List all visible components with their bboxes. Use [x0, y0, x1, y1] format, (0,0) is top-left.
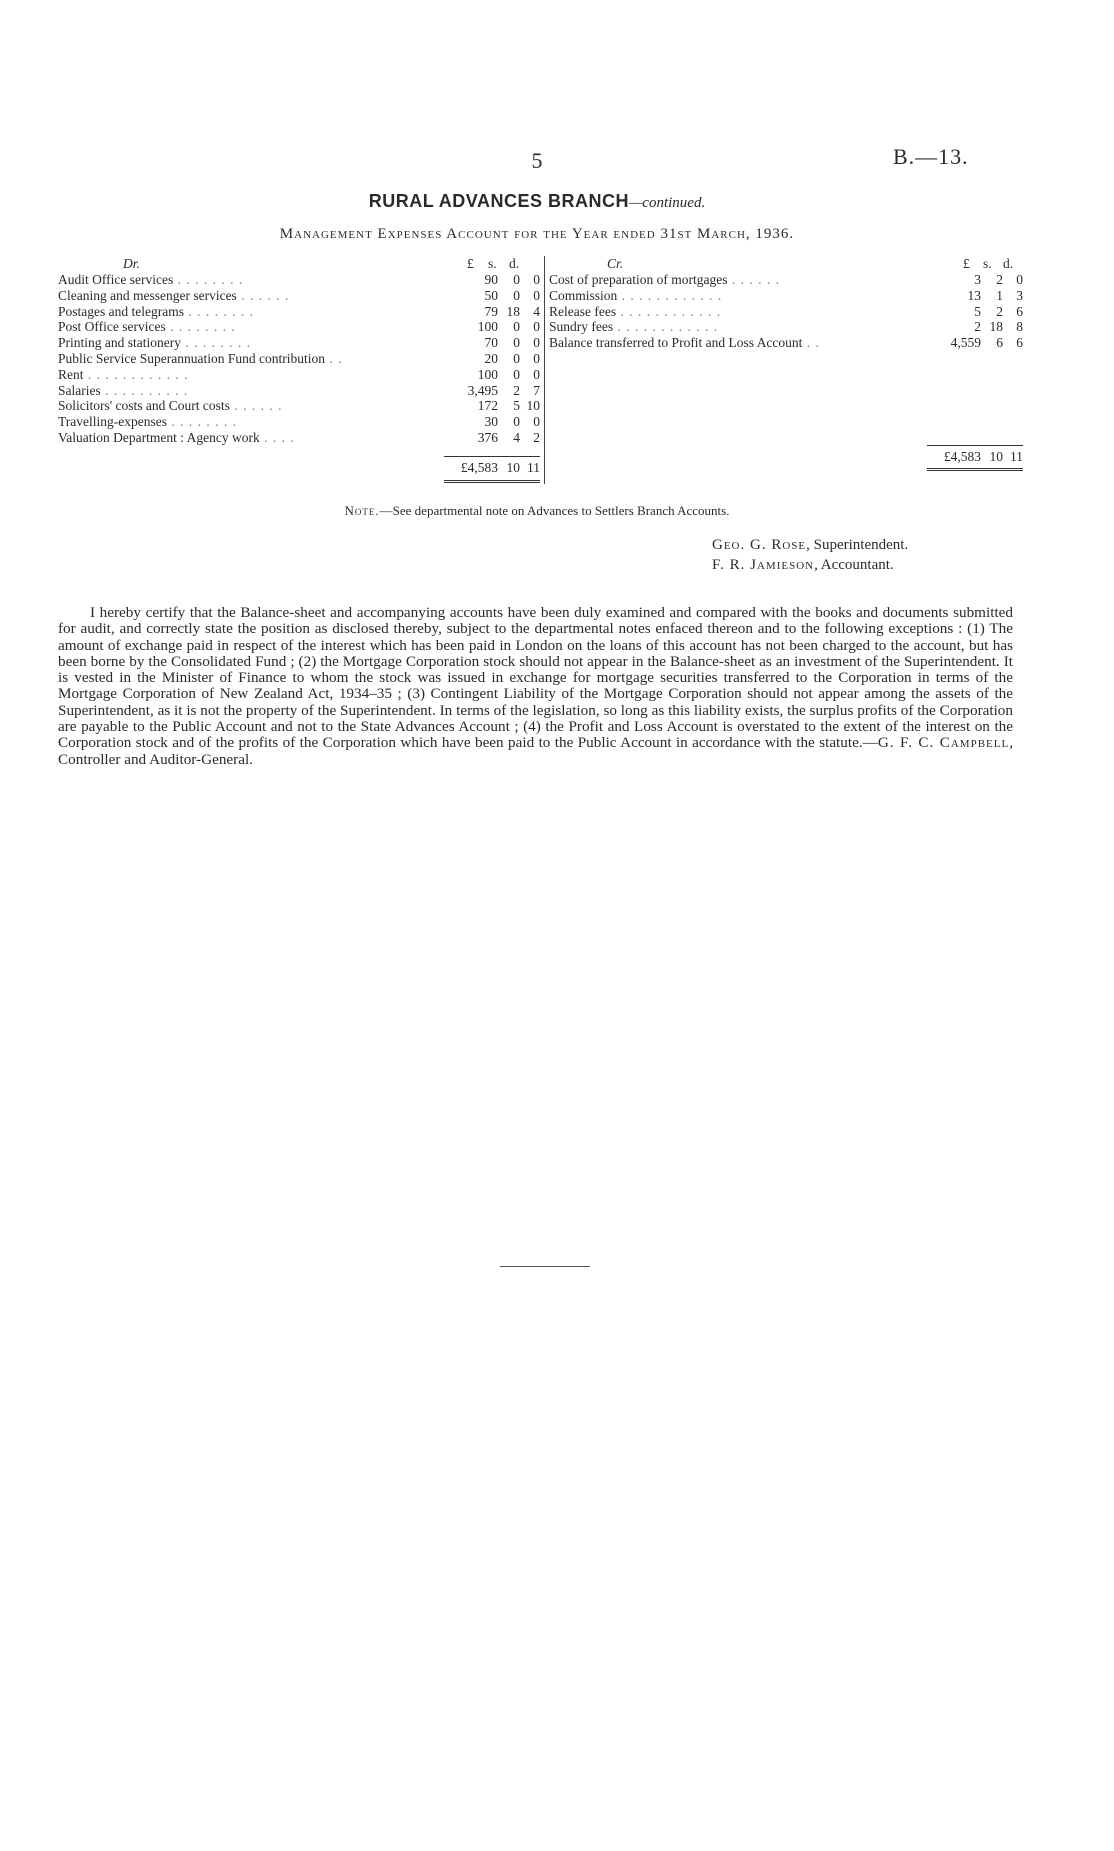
credit-label: Cr. — [607, 256, 624, 271]
debit-pounds-value: 70 — [484, 335, 498, 351]
credit-header — [545, 256, 1023, 272]
debit-pence-value: 0 — [533, 414, 540, 430]
debit-row — [58, 351, 540, 367]
debit-pounds-value: 172 — [477, 398, 498, 414]
credit-row — [545, 304, 1023, 320]
credit-pounds-value: 2 — [974, 319, 981, 335]
debit-row — [58, 288, 540, 304]
credit-item-label — [549, 335, 933, 351]
debit-item-label — [58, 383, 450, 399]
continued-label: —continued. — [628, 195, 706, 211]
debit-row — [58, 398, 540, 414]
debit-pounds-value: 376 — [477, 429, 498, 445]
debit-pounds-value: 30 — [484, 414, 498, 430]
debit-label: Dr. — [123, 256, 140, 271]
debit-row — [58, 414, 540, 430]
leader-dots: . . . . — [259, 429, 295, 445]
credit-total-pence: 11 — [1010, 448, 1023, 464]
debit-shillings-value: 2 — [513, 382, 520, 398]
credit-pounds-value: 4,559 — [950, 335, 981, 351]
credit-total-shillings: 10 — [989, 448, 1003, 464]
debit-total-shillings: 10 — [506, 460, 520, 476]
credit-total-pounds: £4,583 — [943, 448, 981, 464]
debit-pence-value: 0 — [533, 287, 540, 303]
credit-side — [544, 256, 1023, 484]
pence-column-header: d. — [1003, 256, 1014, 271]
credit-shillings-value: 2 — [996, 272, 1003, 287]
credit-shillings-value: 1 — [996, 287, 1003, 303]
debit-item-text: Salaries — [58, 382, 101, 398]
debit-pence-value: 0 — [533, 272, 540, 287]
debit-row — [58, 430, 540, 446]
credit-row — [545, 288, 1023, 304]
credit-row — [545, 335, 1023, 351]
leader-dots: . . . . . . . . — [173, 272, 244, 287]
leader-dots: . . . . . . . . — [180, 335, 251, 351]
debit-item-label — [58, 272, 450, 288]
shilling-column-header: s. — [488, 256, 497, 271]
credit-shillings-value: 18 — [989, 319, 1003, 335]
debit-pence-value: 4 — [533, 303, 540, 319]
debit-pounds-value: 90 — [484, 272, 498, 287]
credit-shillings-value: 6 — [996, 335, 1003, 351]
note-label: Note. — [344, 503, 380, 518]
credit-row — [545, 319, 1023, 335]
debit-side — [58, 256, 540, 480]
debit-pence-value: 7 — [533, 382, 540, 398]
debit-total — [444, 456, 540, 483]
debit-item-label — [58, 335, 450, 351]
debit-item-label — [58, 430, 450, 446]
debit-pounds-value: 100 — [477, 319, 498, 335]
leader-dots: . . — [802, 335, 820, 351]
debit-pence-value: 2 — [533, 429, 540, 445]
debit-row — [58, 367, 540, 383]
credit-pence-value: 6 — [1016, 303, 1023, 319]
debit-item-label — [58, 351, 450, 367]
debit-shillings-value: 0 — [513, 366, 520, 382]
credit-pence-value: 3 — [1016, 287, 1023, 303]
leader-dots: . . . . . . . . — [165, 319, 236, 335]
debit-pounds-value: 3,495 — [467, 382, 498, 398]
credit-item-text: Release fees — [549, 303, 617, 319]
debit-item-text: Cleaning and messenger services — [58, 287, 237, 303]
pence-column-header: d. — [509, 256, 520, 271]
credit-shillings-value: 2 — [996, 303, 1003, 319]
leader-dots: . . . . . . . . . . . . — [83, 366, 189, 382]
debit-pounds-value: 50 — [484, 287, 498, 303]
debit-total-row — [58, 460, 540, 480]
debit-pence-value: 10 — [526, 398, 540, 414]
leader-dots: . . . . . . . . . . . . — [613, 319, 719, 335]
debit-header — [58, 256, 540, 272]
credit-item-text: Balance transferred to Profit and Loss Account — [549, 335, 803, 351]
leader-dots: . . . . . . — [236, 287, 290, 303]
signatory-title: , Superintendent. — [806, 537, 909, 553]
credit-item-label — [549, 272, 933, 288]
debit-item-text: Post Office services — [58, 319, 166, 335]
debit-pence-value: 0 — [533, 350, 540, 366]
signatory-name: F. R. Jamieson — [712, 557, 815, 573]
note — [0, 503, 1074, 519]
credit-total-row — [545, 448, 1023, 468]
credit-rows — [545, 272, 1023, 351]
debit-pounds-value: 79 — [484, 303, 498, 319]
debit-item-text: Public Service Superannuation Fund contribution — [58, 350, 325, 366]
certificate-text: I hereby certify that the Balance-sheet and accompanying accounts have been duly examined and compared with the books and documents submitted for audit, and correctly state the position as disclosed thereby, subject to the departmental notes enfaced thereon and to the following exceptions : (1) The amount of exchange paid in respect of the interest which has been paid in London on the loans of this account has not been charged to the account, but has been borne by the Consolidated Fund ; (2) the Mortgage Corporation stock should not appear in the Balance-sheet as an investment of the Superintendent. It is vested in the Minister of Finance to whom the stock was issued in exchange for mortgage securities transferred to the Corporation in terms of the Mortgage Corporation of New Zealand Act, 1934–35 ; (3) Contingent Liability of the Mortgage Corporation should not appear among the assets of the Superintendent, as it is not the property of the Superintendent. In terms of the legislation, so long as this liability exists, the surplus profits of the Corporation are payable to the Public Account and not to the State Advances Account ; (4) the Profit and Loss Account is overstated to the extent of the interest on the Corporation stock and of the profits of the Corporation which have been paid to the Public Account in accordance with the statute.— — [58, 604, 1013, 752]
pound-column-header: £ — [467, 256, 474, 271]
debit-item-text: Rent — [58, 366, 84, 382]
debit-row — [58, 272, 540, 288]
debit-item-text: Solicitors' costs and Court costs — [58, 398, 230, 414]
debit-shillings-value: 0 — [513, 350, 520, 366]
debit-item-label — [58, 319, 450, 335]
debit-shillings-value: 0 — [513, 414, 520, 430]
leader-dots: . . . . . . . . . . — [100, 382, 189, 398]
debit-item-label — [58, 414, 450, 430]
account-title: Management Expenses Account for the Year ended 31st March, 1936. — [279, 226, 795, 242]
credit-pence-value: 6 — [1016, 335, 1023, 351]
leader-dots: . . . . . . — [229, 398, 283, 414]
debit-item-label — [58, 398, 450, 414]
debit-total-pence: 11 — [527, 460, 540, 476]
debit-rows — [58, 272, 540, 446]
credit-item-label — [549, 288, 933, 304]
leader-dots: . . . . . . . . — [183, 303, 254, 319]
debit-item-label — [58, 367, 450, 383]
leader-dots: . . . . . . — [727, 272, 780, 287]
shilling-column-header: s. — [983, 256, 992, 271]
credit-item-label — [549, 304, 933, 320]
debit-item-text: Travelling-expenses — [58, 414, 167, 430]
debit-shillings-value: 5 — [513, 398, 520, 414]
credit-item-text: Cost of preparation of mortgages — [549, 272, 728, 287]
debit-shillings-value: 4 — [513, 429, 520, 445]
credit-pounds-value: 3 — [974, 272, 981, 287]
credit-pounds-value: 13 — [967, 287, 981, 303]
debit-row — [58, 304, 540, 320]
debit-pence-value: 0 — [533, 319, 540, 335]
page-end-divider — [500, 1266, 590, 1267]
debit-shillings-value: 0 — [513, 287, 520, 303]
debit-shillings-value: 0 — [513, 335, 520, 351]
debit-row — [58, 319, 540, 335]
debit-item-label — [58, 288, 450, 304]
credit-item-text: Sundry fees — [549, 319, 614, 335]
debit-shillings-value: 0 — [513, 272, 520, 287]
leader-dots: . . — [324, 350, 343, 366]
debit-total-pounds: £4,583 — [460, 460, 498, 476]
credit-pence-value: 0 — [1016, 272, 1023, 287]
signatory-name: Geo. G. Rose — [712, 537, 807, 553]
page-number: 5 — [531, 148, 543, 173]
debit-pence-value: 0 — [533, 366, 540, 382]
credit-total — [927, 445, 1023, 472]
debit-item-text: Audit Office services — [58, 272, 174, 287]
signature-superintendent — [712, 537, 908, 554]
leader-dots: . . . . . . . . — [166, 414, 237, 430]
debit-row — [58, 335, 540, 351]
debit-item-label — [58, 304, 450, 320]
credit-item-label — [549, 319, 933, 335]
credit-pence-value: 8 — [1016, 319, 1023, 335]
signatory-title: , Accountant. — [814, 557, 894, 573]
document-reference: B.—13. — [893, 144, 969, 169]
debit-shillings-value: 0 — [513, 319, 520, 335]
auditor-title: , Controller and Auditor-General. — [58, 734, 1013, 768]
pound-column-header: £ — [963, 256, 970, 271]
debit-pounds-value: 100 — [477, 366, 498, 382]
debit-shillings-value: 18 — [506, 303, 520, 319]
credit-pounds-value: 5 — [974, 303, 981, 319]
audit-certificate — [58, 605, 1013, 768]
note-text: —See departmental note on Advances to Settlers Branch Accounts. — [379, 503, 730, 518]
debit-item-text: Postages and telegrams — [58, 303, 184, 319]
leader-dots: . . . . . . . . . . . . — [617, 287, 723, 303]
credit-item-text: Commission — [549, 287, 618, 303]
debit-pence-value: 0 — [533, 335, 540, 351]
signature-accountant — [712, 557, 894, 574]
debit-pounds-value: 20 — [484, 350, 498, 366]
auditor-name: G. F. C. Campbell — [877, 734, 1010, 752]
credit-row — [545, 272, 1023, 288]
leader-dots: . . . . . . . . . . . . — [616, 303, 722, 319]
debit-row — [58, 383, 540, 399]
branch-name: RURAL ADVANCES BRANCH — [368, 191, 629, 211]
debit-item-text: Printing and stationery — [58, 335, 181, 351]
branch-title — [0, 191, 1074, 212]
debit-item-text: Valuation Department : Agency work — [58, 429, 260, 445]
